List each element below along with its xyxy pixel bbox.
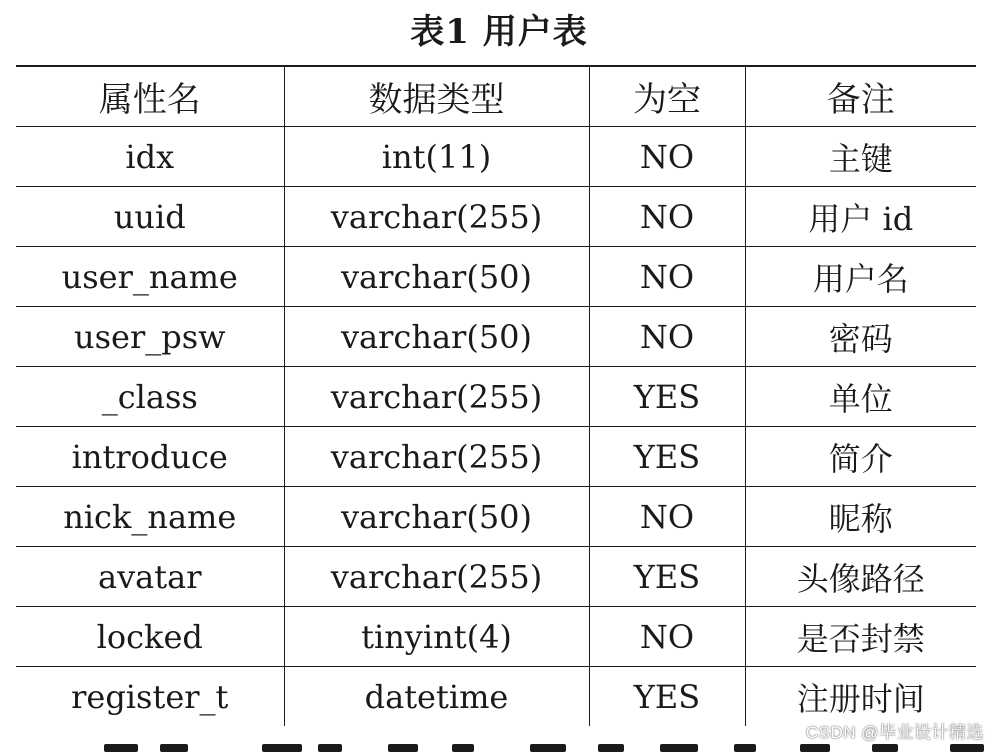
cell-remark: 简介	[828, 439, 893, 478]
header-remark: 备注	[826, 80, 895, 120]
cell-data-type: varchar(255)	[284, 427, 589, 487]
cell-data-type: tinyint(4)	[284, 607, 589, 667]
cell-nullable: YES	[589, 367, 745, 427]
table-row	[16, 487, 976, 547]
cell-data-type: varchar(255)	[284, 187, 589, 247]
table-row	[16, 187, 976, 247]
cell-attribute-name: locked	[16, 607, 284, 667]
cell-remark: 注册时间	[796, 679, 925, 718]
cell-attribute-name: idx	[16, 127, 284, 187]
cell-data-type: varchar(50)	[284, 247, 589, 307]
cell-data-type: varchar(50)	[284, 487, 589, 547]
table-row	[16, 607, 976, 667]
cell-nullable: NO	[589, 187, 745, 247]
table-row	[16, 367, 976, 427]
cell-nullable: NO	[589, 247, 745, 307]
table-header-row	[16, 66, 976, 127]
header-data-type: 数据类型	[284, 66, 589, 127]
cell-data-type: varchar(255)	[284, 547, 589, 607]
cell-attribute-name: user_name	[16, 247, 284, 307]
user-table	[16, 65, 976, 726]
table-row	[16, 247, 976, 307]
cell-attribute-name: register_t	[16, 667, 284, 727]
cell-data-type: varchar(50)	[284, 307, 589, 367]
header-attribute-name: 属性名	[16, 66, 284, 127]
cell-nullable: YES	[589, 667, 745, 727]
cell-remark: 是否封禁	[796, 619, 925, 658]
cell-data-type: datetime	[284, 667, 589, 727]
table-row	[16, 127, 976, 187]
cell-remark: 头像路径	[796, 559, 925, 598]
cell-nullable: NO	[589, 127, 745, 187]
cell-nullable: NO	[589, 487, 745, 547]
cell-attribute-name: _class	[16, 367, 284, 427]
cropped-next-line-fragments	[0, 744, 998, 752]
cell-remark: 主键	[828, 139, 893, 178]
header-nullable: 为空	[589, 66, 745, 127]
cell-attribute-name: uuid	[16, 187, 284, 247]
cell-attribute-name: avatar	[16, 547, 284, 607]
table-row	[16, 307, 976, 367]
cell-remark: 昵称	[828, 499, 893, 538]
cell-remark: 用户 id	[808, 199, 914, 238]
cell-nullable: YES	[589, 547, 745, 607]
cell-attribute-name: introduce	[16, 427, 284, 487]
cell-attribute-name: nick_name	[16, 487, 284, 547]
cell-remark: 单位	[828, 379, 893, 418]
table-row	[16, 427, 976, 487]
cell-remark: 用户名	[812, 259, 909, 298]
cell-nullable: YES	[589, 427, 745, 487]
cell-data-type: varchar(255)	[284, 367, 589, 427]
cell-data-type: int(11)	[284, 127, 589, 187]
cell-remark: 密码	[828, 319, 893, 358]
table-caption: 表1 用户表	[410, 12, 588, 52]
cell-nullable: NO	[589, 307, 745, 367]
cell-nullable: NO	[589, 607, 745, 667]
table-row	[16, 547, 976, 607]
watermark-text: CSDN @毕业设计精选	[805, 723, 984, 742]
cell-attribute-name: user_psw	[16, 307, 284, 367]
